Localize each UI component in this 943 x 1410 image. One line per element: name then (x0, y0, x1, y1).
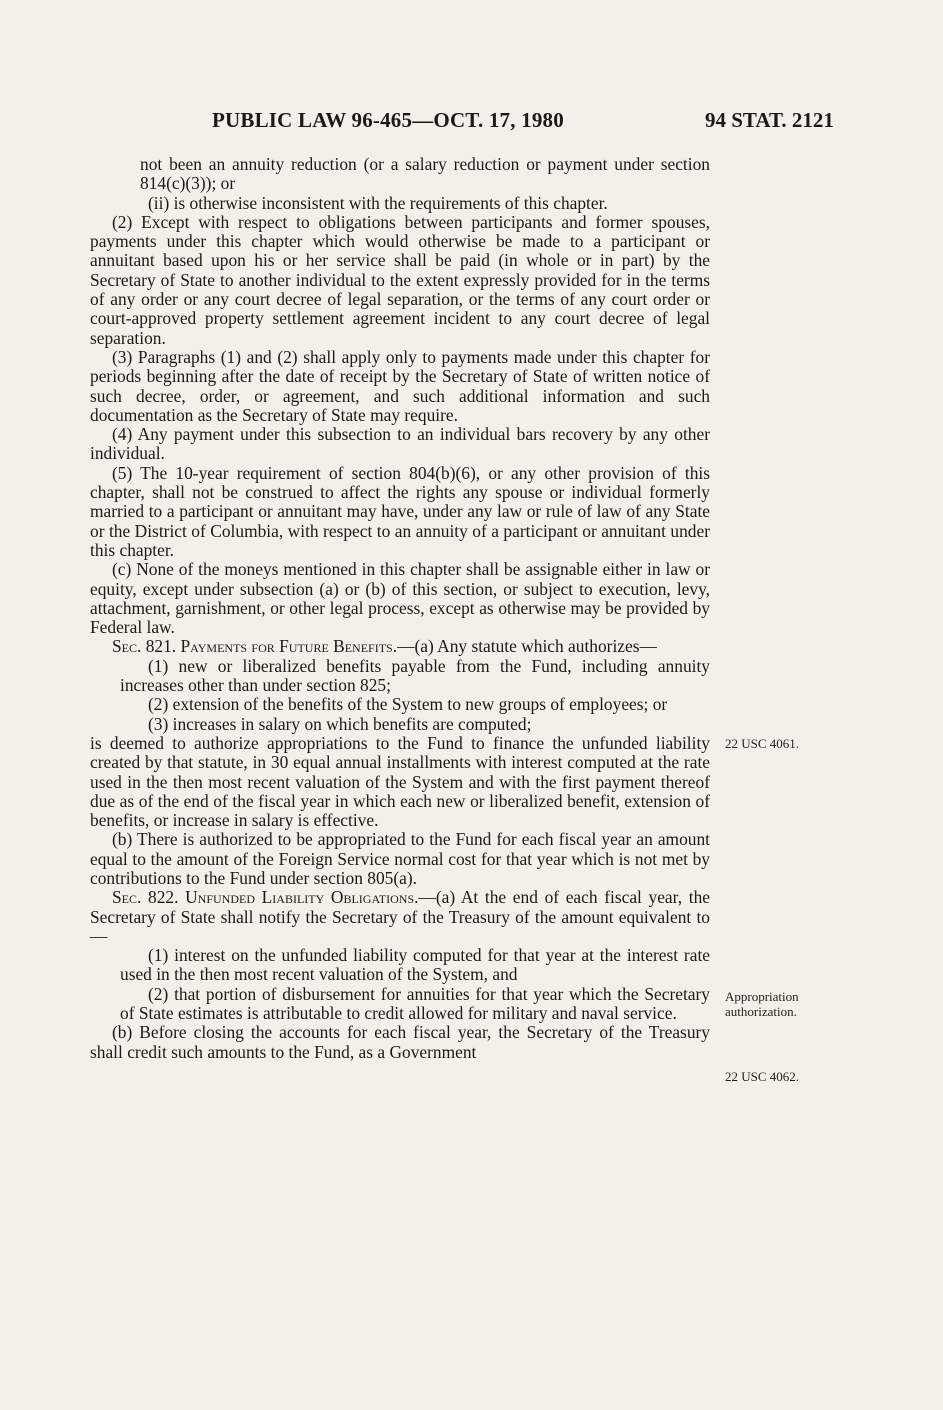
clause-ii: (ii) is otherwise inconsistent with the requirements of this chapter. (148, 192, 608, 213)
section-821-number: Sec. 821. (112, 636, 177, 657)
section-821-body: is deemed to authorize appropriations to the Fund to finance the unfunded liability created by that statute, in 30 equal annual installments with interest computed at the rate used in the then most recent valuation of the System and with the first payment thereof due as of the end of the fiscal year in which each new or liberalized benefit, extension of benefits, or increase in salary is effective. (90, 732, 710, 831)
paragraph-5: (5) The 10-year requirement of section 804(b)(6), or any other provision of this chapter, shall not be construed to affect the rights any spouse or individual formerly married to a participant or annuitant may have, under any law or rule of law of any State or the District of Columbia, with respect to an annuity of a participant or annuitant under this chapter. (90, 462, 710, 560)
section-821-item-3: (3) increases in salary on which benefits are computed; (148, 713, 532, 734)
margin-note-usc-4061: 22 USC 4061. (725, 736, 800, 751)
statute-page-number: 94 STAT. 2121 (705, 108, 834, 132)
subsection-c: (c) None of the moneys mentioned in this chapter shall be assignable either in law or equity, except under subsection (a) or (b) of this section, or subject to execution, levy, attachment, garnishment, or other legal process, except as otherwise may be provided by Federal law. (90, 559, 710, 638)
section-822-item-1: (1) interest on the unfunded liability computed for that year at the interest rate used in the then most recent valuation of the System, and (120, 945, 710, 985)
page-header (0, 108, 943, 138)
section-821 (90, 637, 710, 656)
section-822-item-2: (2) that portion of disbursement for annuities for that year which the Secretary of State estimates is attributable to credit allowed for military and naval service. (120, 983, 710, 1024)
section-822-intro: —(a) At the end of each fiscal year, the Secretary of State shall notify the Secretary of the Treasury of the amount equivalent to— (90, 887, 710, 946)
section-821-item-1: (1) new or liberalized benefits payable from the Fund, including annuity increases other than under section 825; (120, 655, 710, 696)
section-822-number: Sec. 822. (112, 887, 179, 908)
section-821-item-2: (2) extension of the benefits of the System to new groups of employees; or (148, 694, 668, 715)
section-821-b: (b) There is authorized to be appropriated to the Fund for each fiscal year an amount equal to the amount of the Foreign Service normal cost for that year which is not met by contributions to the Fund under section 805(a). (90, 829, 710, 888)
law-title: PUBLIC LAW 96-465—OCT. 17, 1980 (212, 108, 564, 132)
margin-note-appropriation: Appropriation authorization. (725, 989, 799, 1019)
section-821-heading: Payments for Future Benefits. (180, 636, 398, 657)
paragraph-continuation: not been an annuity reduction (or a salary reduction or payment under section 814(c)(3)); or (140, 154, 710, 194)
section-822-b: (b) Before closing the accounts for each fiscal year, the Secretary of the Treasury shall credit such amounts to the Fund, as a Government (90, 1022, 710, 1062)
paragraph-3: (3) Paragraphs (1) and (2) shall apply only to payments made under this chapter for periods beginning after the date of receipt by the Secretary of State of written notice of such decree, order, or agreement, and such additional information and such documentation as the Secretary of State may require. (90, 346, 710, 425)
section-822-heading: Unfunded Liability Obligations. (185, 887, 419, 908)
section-822 (90, 888, 710, 946)
paragraph-4: (4) Any payment under this subsection to an individual bars recovery by any other individual. (90, 424, 710, 464)
paragraph-2: (2) Except with respect to obligations between participants and former spouses, payments under this chapter which would otherwise be made to a participant or annuitant based upon his or her service shall be paid (in whole or in part) by the Secretary of State to another individual to the extent expressly provided for in the terms of any order or any court decree of legal separation, or the terms of any court order or court-approved property settlement agreement incident to any court decree of legal separation. (90, 211, 710, 348)
law-body-text (90, 155, 710, 1062)
section-821-intro: —(a) Any statute which authorizes— (397, 636, 657, 657)
margin-note-usc-4062: 22 USC 4062. (725, 1069, 800, 1084)
